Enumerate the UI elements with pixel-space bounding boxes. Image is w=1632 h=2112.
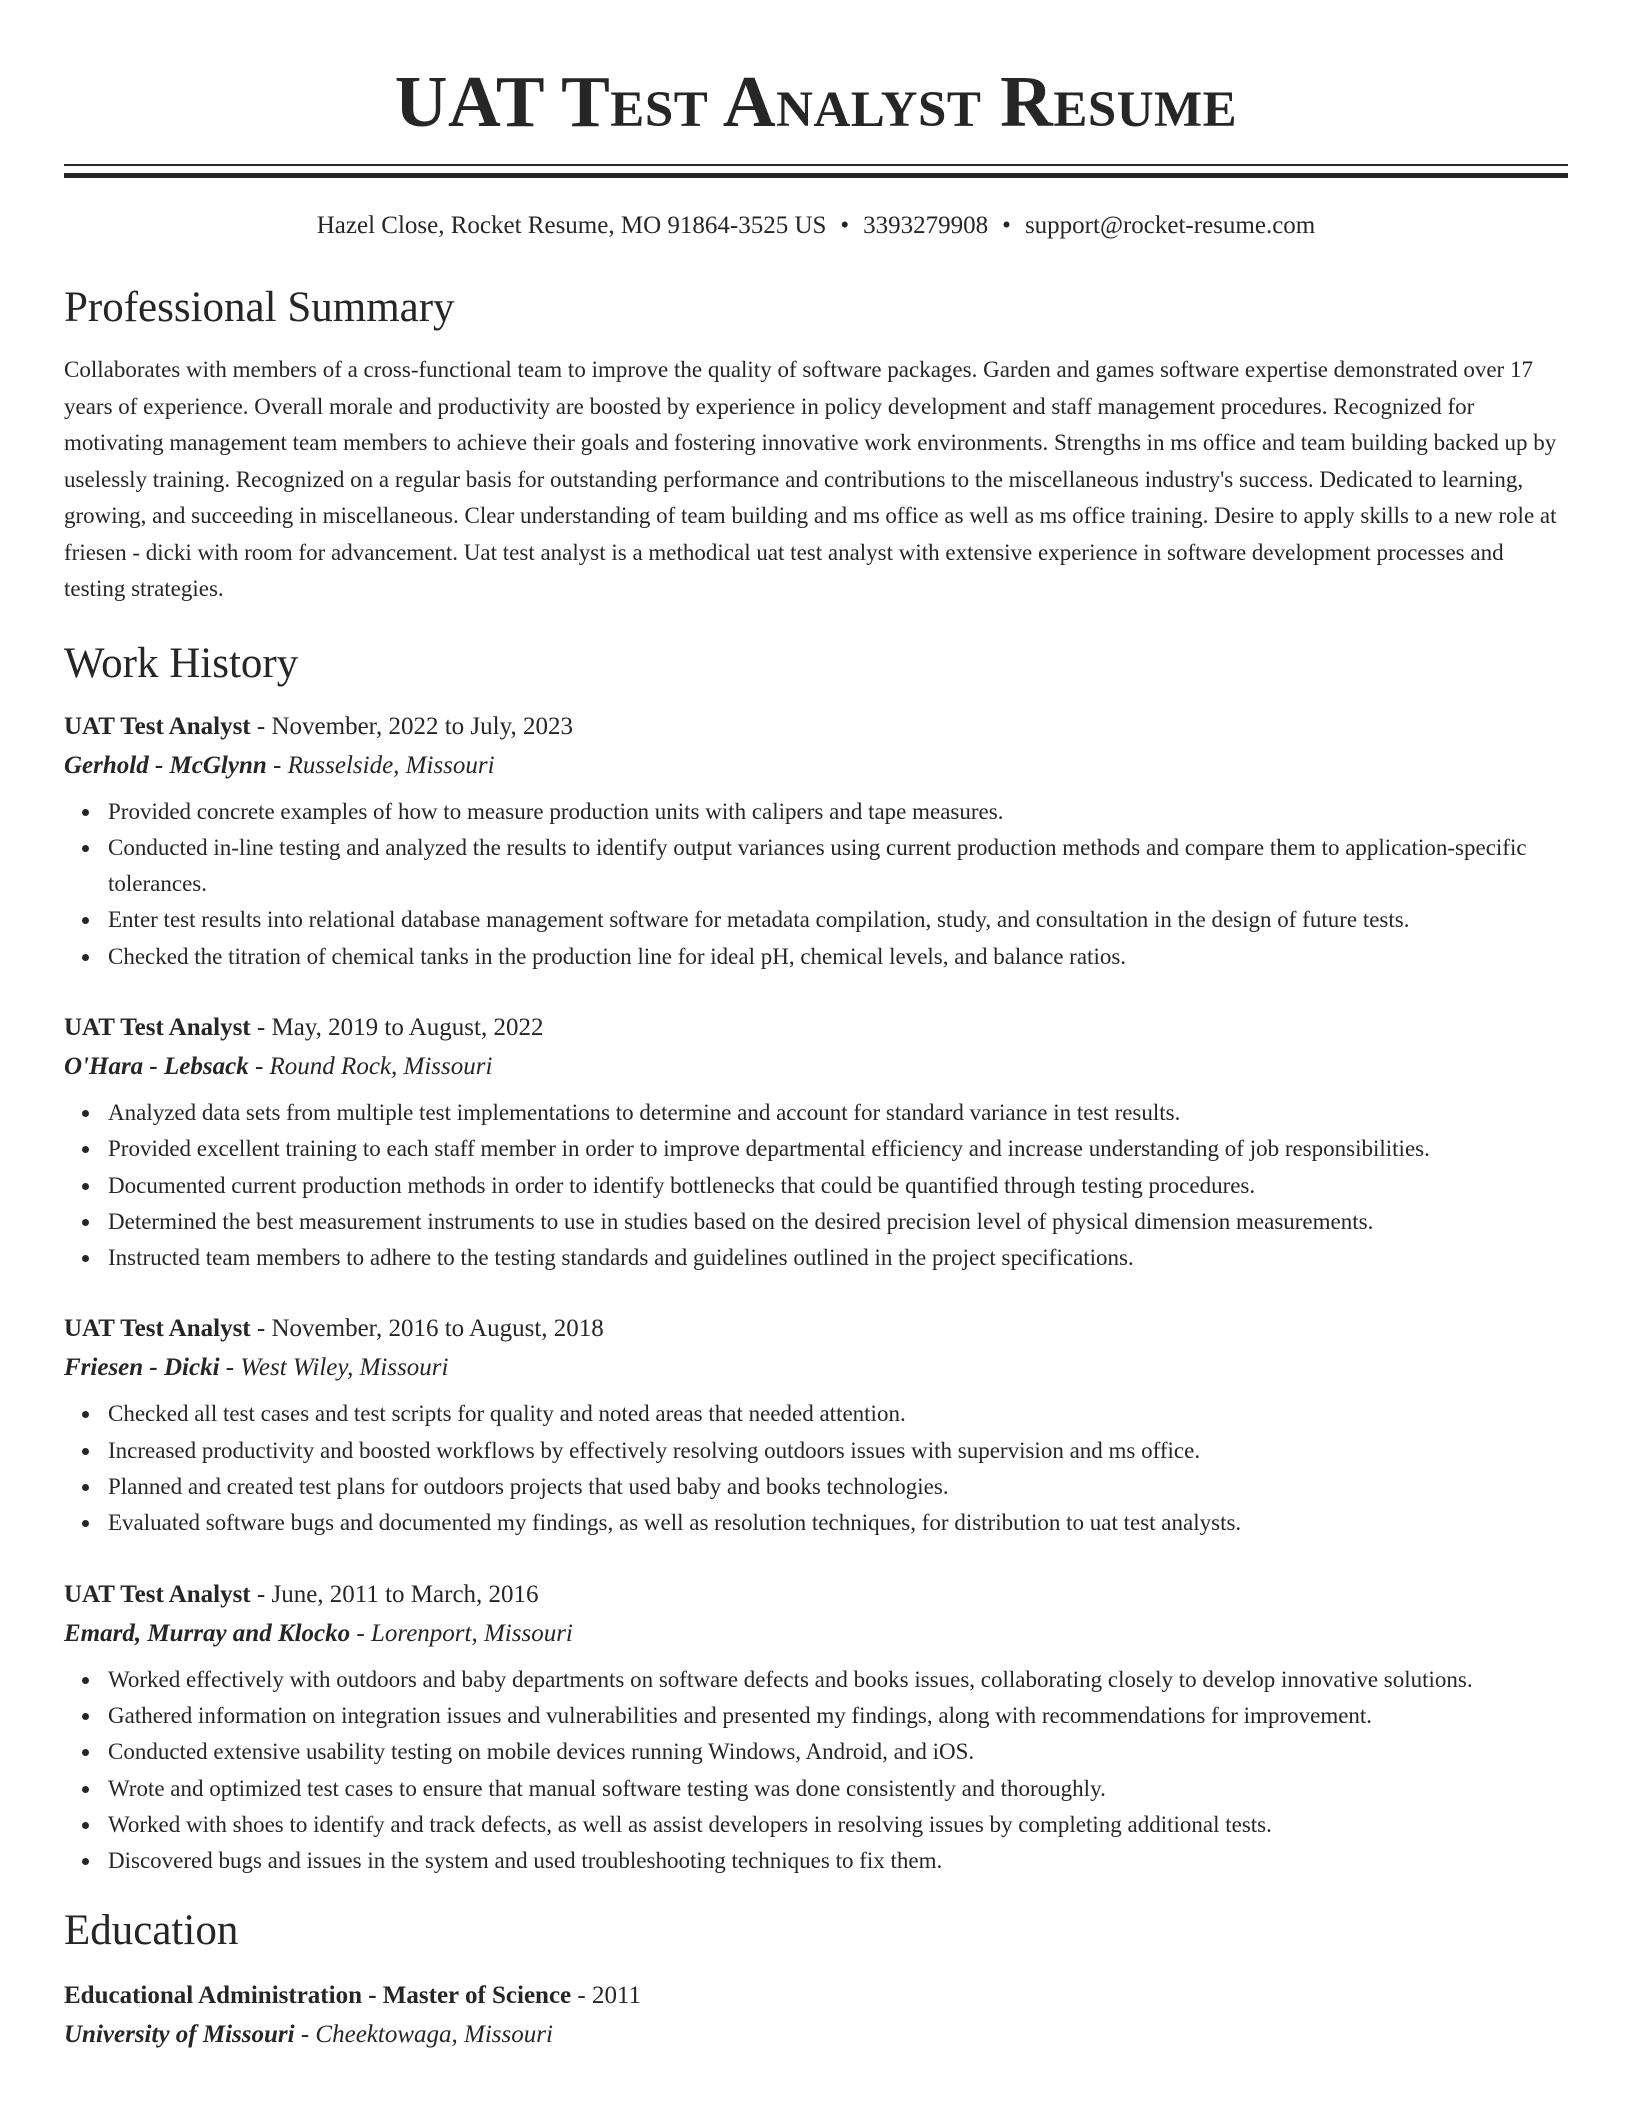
job-bullet: Provided concrete examples of how to measure production units with calipers and tape measures. (108, 794, 1568, 830)
job-bullets (64, 1095, 1568, 1276)
summary-text: Collaborates with members of a cross-functional team to improve the quality of software packages. Garden and games software expertise demonstrated over 17 years of experience. Overall morale and productivity are boosted by experience in policy development and staff management procedures. Recognized for motivating management team members to achieve their goals and fostering innovative work environments. Strengths in ms office and team building backed up by uselessly training. Recognized on a regular basis for outstanding performance and contributions to the miscellaneous industry's success. Dedicated to learning, growing, and succeeding in miscellaneous. Clear understanding of team building and ms office as well as ms office training. Desire to apply skills to a new role at friesen - dicki with room for advancement. Uat test analyst is a methodical uat test analyst with extensive experience in software development processes and testing strategies. (64, 357, 1557, 601)
job-separator: - (250, 1315, 272, 1343)
contact-separator: • (840, 212, 850, 239)
job-bullet: Analyzed data sets from multiple test implementations to determine and account for standard variance in test results. (108, 1095, 1568, 1131)
job-employer (64, 1047, 1568, 1087)
job-company: Gerhold - McGlynn (64, 751, 267, 779)
job-dates: May, 2019 to August, 2022 (271, 1013, 544, 1041)
job-separator: - (250, 1580, 272, 1608)
job-role: UAT Test Analyst (64, 1580, 251, 1608)
education-entry (64, 1977, 1568, 2055)
job-location: Lorenport, Missouri (371, 1619, 573, 1647)
job-bullet: Gathered information on integration issues and vulnerabilities and presented my findings, along with recommendations for improvement. (108, 1698, 1568, 1734)
job-entry (64, 1310, 1568, 1541)
job-employer (64, 1348, 1568, 1388)
work-history-heading: Work History (64, 639, 299, 687)
job-entry (64, 1009, 1568, 1276)
contact-line (64, 210, 1568, 242)
job-bullet: Wrote and optimized test cases to ensure that manual software testing was done consistently and thoroughly. (108, 1771, 1568, 1807)
job-bullet: Documented current production methods in order to identify bottlenecks that could be quantified through testing procedures. (108, 1168, 1568, 1204)
job-company: Friesen - Dicki (64, 1354, 220, 1382)
education-school: University of Missouri (64, 2021, 295, 2049)
job-separator: - (266, 751, 288, 779)
job-bullet: Worked effectively with outdoors and baby departments on software defects and books issues, collaborating closely to develop innovative solutions. (108, 1662, 1568, 1698)
job-header (64, 1576, 1568, 1614)
job-bullets (64, 1662, 1568, 1880)
job-company: O'Hara - Lebsack (64, 1052, 249, 1080)
education-location: Cheektowaga, Missouri (315, 2021, 553, 2049)
job-entry (64, 1576, 1568, 1880)
title-divider-thin (64, 164, 1568, 166)
job-bullet: Increased productivity and boosted workflows by effectively resolving outdoors issues with supervision and ms office. (108, 1433, 1568, 1469)
title-divider-thick (64, 173, 1568, 178)
education-header (64, 1977, 1568, 2015)
work-history-list (64, 708, 1568, 1880)
job-bullet: Conducted extensive usability testing on mobile devices running Windows, Android, and iOS. (108, 1734, 1568, 1770)
job-employer (64, 1614, 1568, 1654)
job-separator: - (248, 1052, 270, 1080)
job-bullet: Worked with shoes to identify and track defects, as well as assist developers in resolving issues by completing additional tests. (108, 1807, 1568, 1843)
education-institution (64, 2015, 1568, 2055)
job-location: Round Rock, Missouri (269, 1052, 493, 1080)
job-bullets (64, 1396, 1568, 1541)
education-heading: Education (64, 1907, 239, 1955)
job-bullet: Checked all test cases and test scripts for quality and noted areas that needed attention. (108, 1396, 1568, 1432)
job-company: Emard, Murray and Klocko (64, 1619, 351, 1647)
job-dates: June, 2011 to March, 2016 (271, 1580, 539, 1608)
job-role: UAT Test Analyst (64, 1013, 251, 1041)
job-separator: - (350, 1619, 371, 1647)
job-dates: November, 2022 to July, 2023 (271, 712, 573, 740)
job-role: UAT Test Analyst (64, 1315, 251, 1343)
job-dates: November, 2016 to August, 2018 (271, 1315, 604, 1343)
contact-phone: 3393279908 (863, 212, 989, 239)
job-bullet: Planned and created test plans for outdoors projects that used baby and books technologies. (108, 1469, 1568, 1505)
job-bullet: Instructed team members to adhere to the testing standards and guidelines outlined in the project specifications. (108, 1240, 1568, 1276)
job-bullet: Provided excellent training to each staff member in order to improve departmental efficiency and increase understanding of job responsibilities. (108, 1131, 1568, 1167)
job-location: West Wiley, Missouri (240, 1354, 449, 1382)
job-header (64, 1009, 1568, 1047)
summary-heading: Professional Summary (64, 284, 455, 331)
contact-address: Hazel Close, Rocket Resume, MO 91864-3525 US (316, 212, 827, 239)
job-separator: - (250, 1013, 272, 1041)
education-degree: Educational Administration - Master of Science (64, 1982, 572, 2010)
job-header (64, 708, 1568, 746)
page-title: UAT Test Analyst Resume (394, 61, 1238, 142)
contact-separator: • (1002, 212, 1011, 239)
job-employer (64, 746, 1568, 786)
contact-email: support@rocket-resume.com (1024, 212, 1316, 239)
resume-page (64, 0, 1568, 2055)
job-bullet: Evaluated software bugs and documented my findings, as well as resolution techniques, for distribution to uat test analysts. (108, 1505, 1568, 1541)
education-year: 2011 (591, 1982, 642, 2010)
job-bullet: Discovered bugs and issues in the system and used troubleshooting techniques to fix them. (108, 1843, 1568, 1879)
job-bullet: Determined the best measurement instruments to use in studies based on the desired precision level of physical dimension measurements. (108, 1204, 1568, 1240)
job-separator: - (219, 1354, 241, 1382)
education-separator: - (571, 1982, 592, 2010)
job-role: UAT Test Analyst (64, 712, 251, 740)
job-location: Russelside, Missouri (287, 751, 495, 779)
job-header (64, 1310, 1568, 1348)
job-bullet: Conducted in-line testing and analyzed the results to identify output variances using current production methods and compare them to application-specific tolerances. (108, 830, 1568, 903)
job-bullet: Checked the titration of chemical tanks in the production line for ideal pH, chemical levels, and balance ratios. (108, 939, 1568, 975)
job-bullet: Enter test results into relational database management software for metadata compilation, study, and consultation in the design of future tests. (108, 902, 1568, 938)
education-separator: - (294, 2021, 316, 2049)
job-entry (64, 708, 1568, 975)
job-bullets (64, 794, 1568, 975)
job-separator: - (250, 712, 272, 740)
